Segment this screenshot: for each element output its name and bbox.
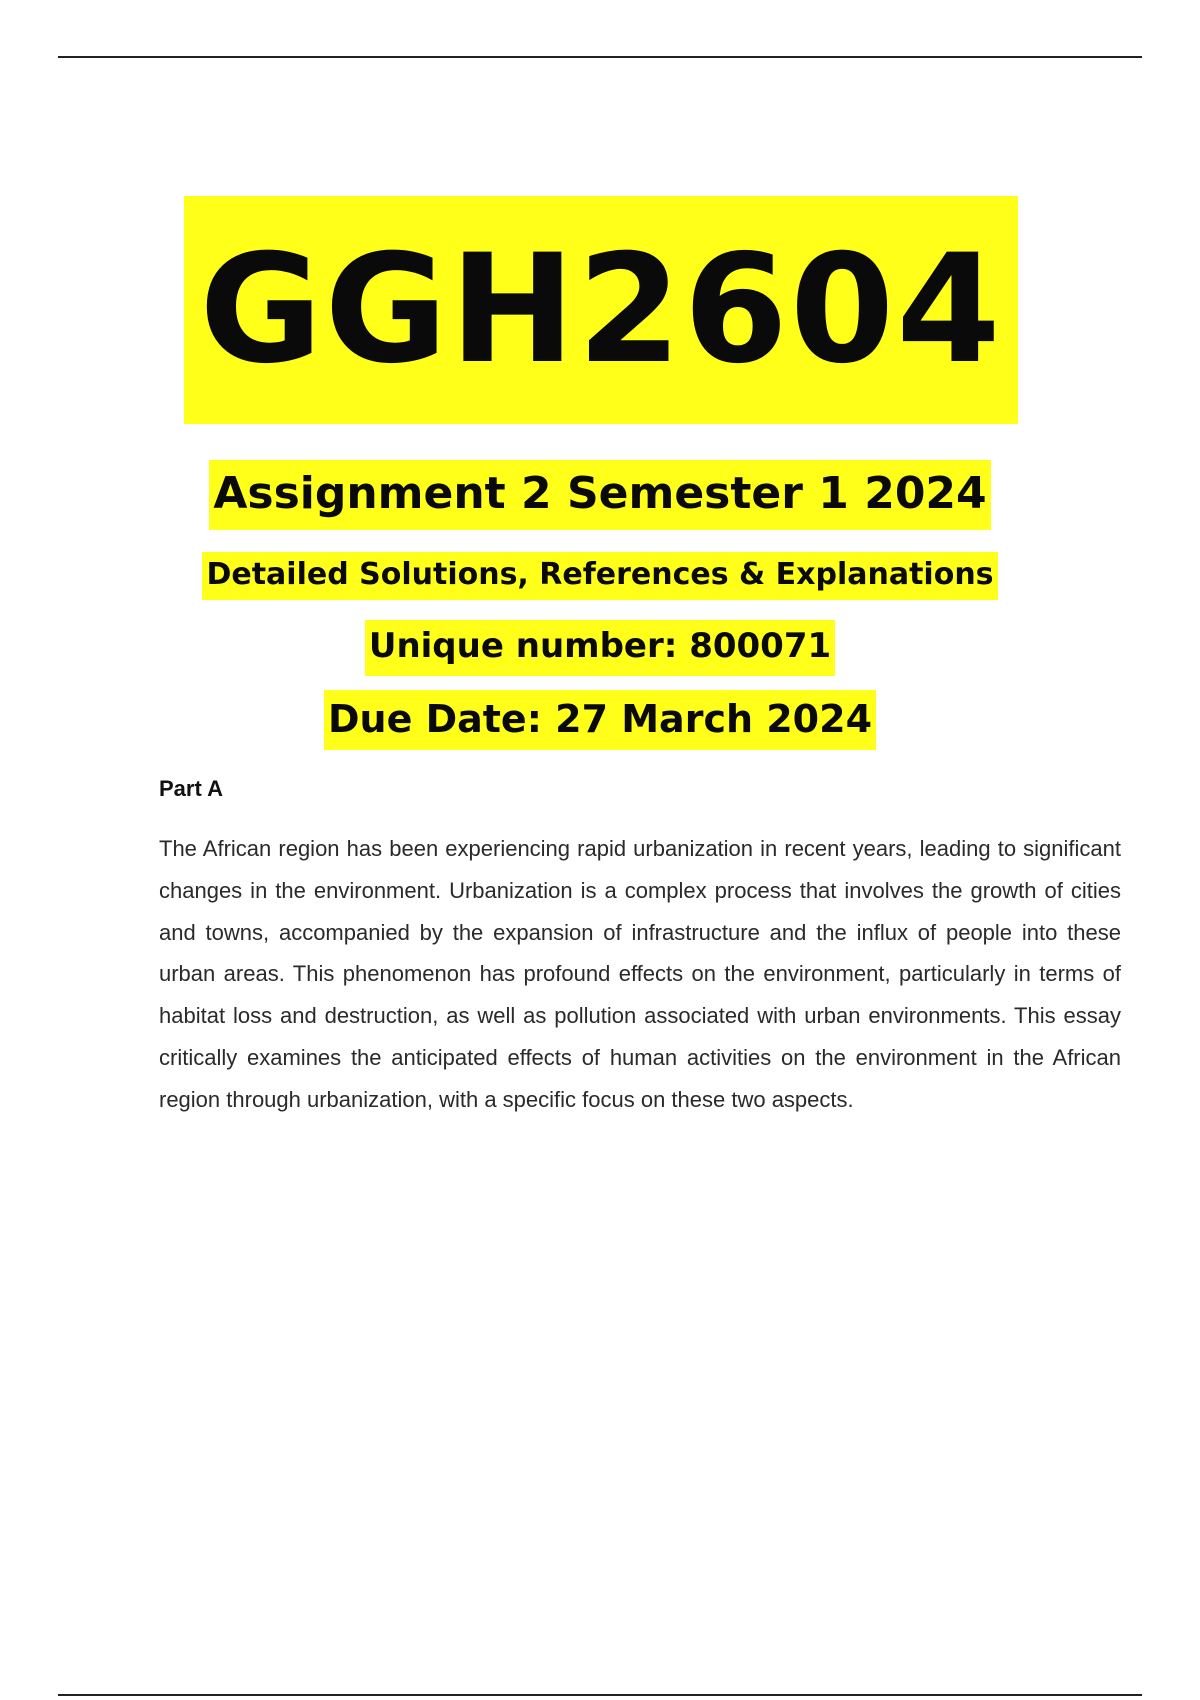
unique-number: Unique number: 800071 (365, 620, 835, 676)
due-date: Due Date: 27 March 2024 (324, 690, 876, 750)
part-a-heading: Part A (159, 776, 223, 801)
due-date-line (0, 690, 1200, 750)
assignment-title: Assignment 2 Semester 1 2024 (209, 460, 990, 530)
course-code: GGH2604 (199, 223, 1003, 397)
subtitle: Detailed Solutions, References & Explanations (202, 552, 997, 600)
subtitle-line (0, 552, 1200, 600)
course-code-banner (184, 196, 1018, 424)
intro-paragraph: The African region has been experiencing rapid urbanization in recent years, leading to significant changes in the environment. Urbanization is a complex process that involves the growth of cities and towns, accompanied by the expansion of infrastructure and the influx of people into these urban areas. This phenomenon has profound effects on the environment, particularly in terms of habitat loss and destruction, as well as pollution associated with urban environments. This essay critically examines the anticipated effects of human activities on the environment in the African region through urbanization, with a specific focus on these two aspects. (159, 836, 1121, 1112)
top-horizontal-rule (58, 56, 1142, 58)
unique-number-line (0, 620, 1200, 676)
assignment-title-line (0, 460, 1200, 530)
bottom-horizontal-rule (58, 1694, 1142, 1696)
